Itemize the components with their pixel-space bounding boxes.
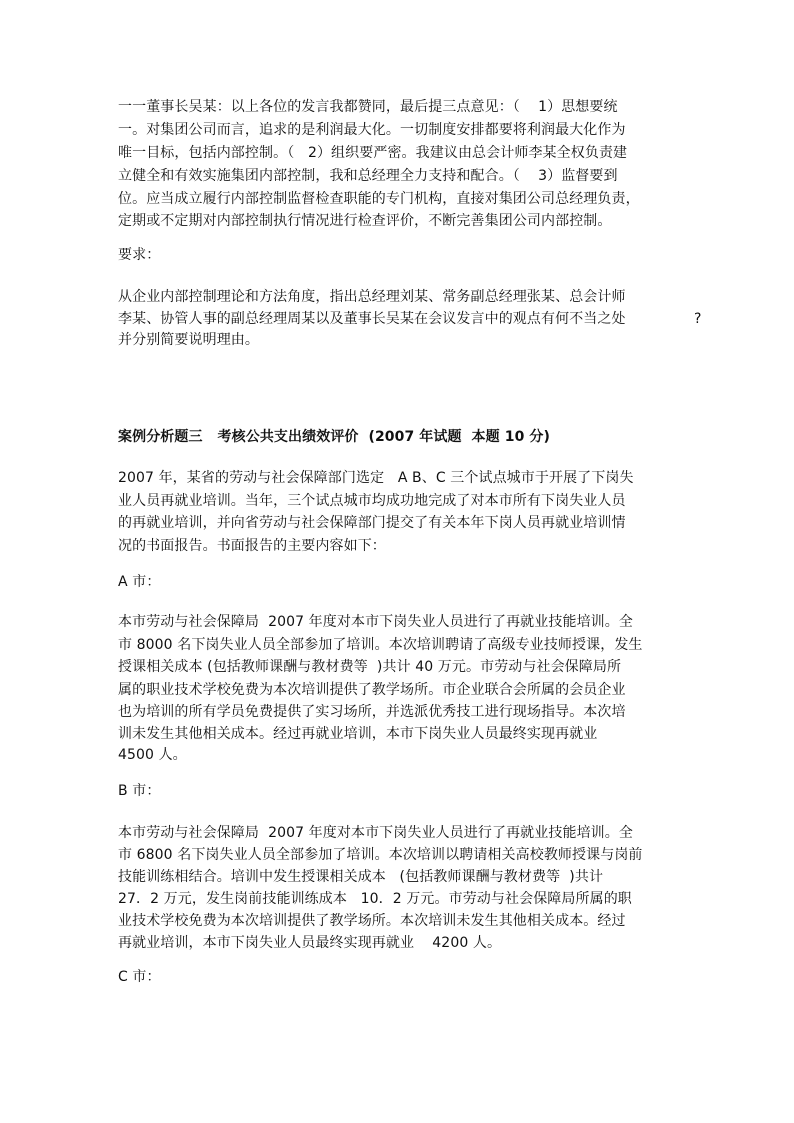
city-b-line-4: 27．2 万元，发生岗前技能训练成本 10．2 万元。市劳动与社会保障局所属的职 bbox=[118, 891, 632, 907]
chairman-speech-line-4: 立健全和有效实施集团内部控制，我和总经理全力支持和配合。（ 3）监督要到 bbox=[118, 168, 618, 184]
city-a-line-3: 授课相关成本 (包括教师课酬与教材费等 )共计 40 万元。市劳动与社会保障局所 bbox=[118, 659, 622, 675]
case-title: 案例分析题三 考核公共支出绩效评价 (2007 年试题 本题 10 分) bbox=[118, 429, 550, 445]
intro-line-4: 况的书面报告。书面报告的主要内容如下： bbox=[118, 538, 386, 554]
city-b-line-1: 本市劳动与社会保障局 2007 年度对本市下岗失业人员进行了再就业技能培训。全 bbox=[118, 825, 633, 841]
intro-line-1: 2007 年，某省的劳动与社会保障部门选定 A B、C 三个试点城市于开展了下岗失 bbox=[118, 470, 634, 486]
city-a-line-5: 也为培训的所有学员免费提供了实习场所，并选派优秀技工进行现场指导。本次培 bbox=[118, 704, 626, 720]
requirement-label: 要求： bbox=[118, 247, 161, 263]
city-a-line-4: 属的职业技术学校免费为本次培训提供了教学场所。市企业联合会所属的会员企业 bbox=[118, 682, 626, 698]
city-a-line-6: 训未发生其他相关成本。经过再就业培训，本市下岗失业人员最终实现再就业 bbox=[118, 726, 598, 742]
chairman-speech-line-1: 一一董事长吴某：以上各位的发言我都赞同，最后提三点意见：（ 1）思想要统 bbox=[118, 99, 618, 115]
intro-line-3: 的再就业培训，并向省劳动与社会保障部门提交了有关本年下岗人员再就业培训情 bbox=[118, 515, 626, 531]
city-b-line-6: 再就业培训，本市下岗失业人员最终实现再就业 4200 人。 bbox=[118, 935, 502, 951]
requirement-line-1: 从企业内部控制理论和方法角度，指出总经理刘某、常务副总经理张某、总会计师 bbox=[118, 289, 626, 305]
city-b-line-5: 业技术学校免费为本次培训提供了教学场所。本次培训未发生其他相关成本。经过 bbox=[118, 913, 626, 929]
city-a-line-2: 市 8000 名下岗失业人员全部参加了培训。本次培训聘请了高级专业技师授课，发生 bbox=[118, 637, 643, 653]
chairman-speech-line-5: 位。应当成立履行内部控制监督检查职能的专门机构，直接对集团公司总经理负责， bbox=[118, 191, 640, 207]
city-a-line-7: 4500 人。 bbox=[118, 747, 187, 763]
requirement-line-2: 李某、协管人事的副总经理周某以及董事长吴某在会议发言中的观点有何不当之处 bbox=[118, 311, 626, 327]
city-b-label: B 市： bbox=[118, 783, 161, 799]
city-a-label: A 市： bbox=[118, 574, 161, 590]
city-b-line-3: 技能训练相结合。培训中发生授课相关成本 (包括教师课酬与教材费等 )共计 bbox=[118, 869, 604, 885]
question-mark: ? bbox=[694, 311, 702, 327]
city-c-label: C 市： bbox=[118, 969, 161, 985]
city-b-line-2: 市 6800 名下岗失业人员全部参加了培训。本次培训以聘请相关高校教师授课与岗前 bbox=[118, 847, 643, 863]
chairman-speech-line-6: 定期或不定期对内部控制执行情况进行检查评价，不断完善集团公司内部控制。 bbox=[118, 213, 612, 229]
requirement-line-3: 并分别简要说明理由。 bbox=[118, 332, 259, 348]
chairman-speech-line-2: 一。对集团公司而言，追求的是利润最大化。一切制度安排都要将利润最大化作为 bbox=[118, 122, 626, 138]
city-a-line-1: 本市劳动与社会保障局 2007 年度对本市下岗失业人员进行了再就业技能培训。全 bbox=[118, 614, 633, 630]
intro-line-2: 业人员再就业培训。当年，三个试点城市均成功地完成了对本市所有下岗失业人员 bbox=[118, 493, 626, 509]
chairman-speech-line-3: 唯一目标，包括内部控制。（ 2）组织要严密。我建议由总会计师李某全权负责建 bbox=[118, 145, 628, 161]
